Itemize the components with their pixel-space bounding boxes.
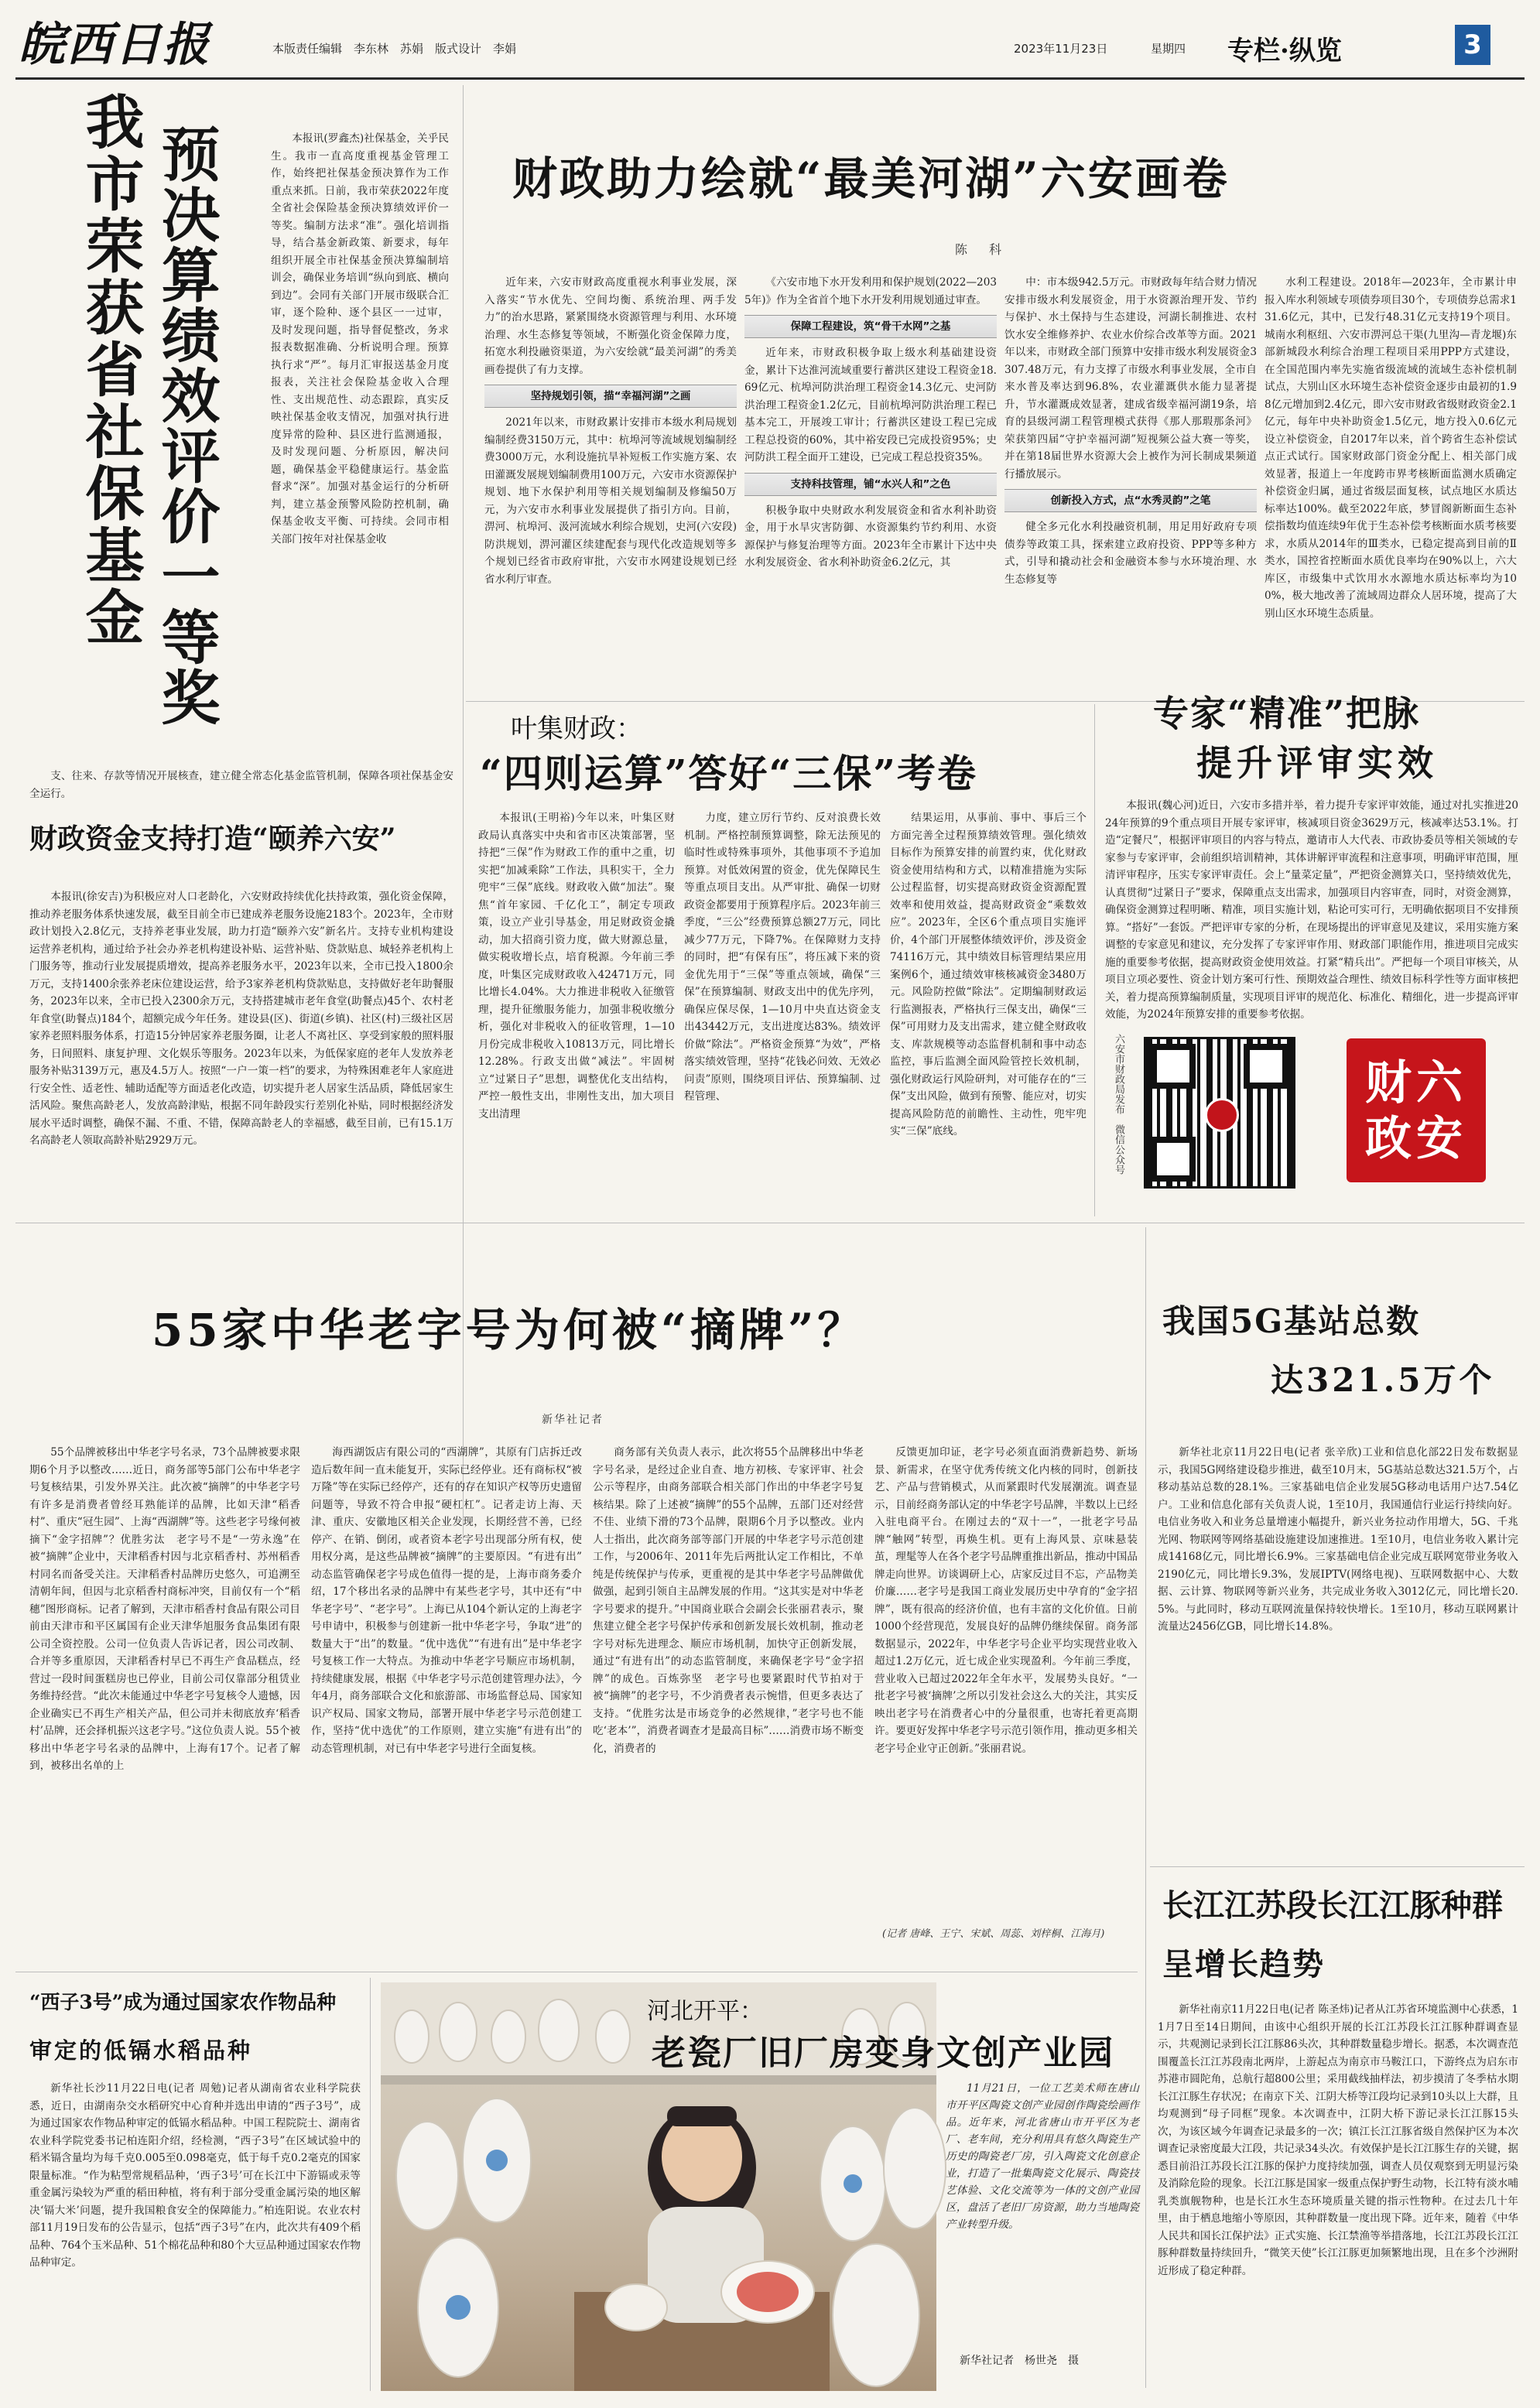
story-a-body-bottom: 支、往来、存款等情况开展核查，建立健全常态化基金监管机制，保障各项社保基金安全运行。 [29,770,453,800]
story-b-col1: 近年来，六安市财政高度重视水利事业发展，深入落实“节水优先、空间均衡、系统治理、两手发力”的治水思路，紧紧围绕水资源管理与利用、水环境治理、水生态修复等领域，不断强化资金保障力度，拓宽水利投融资渠道，为六安绘就“最美河湖”的秀美画卷提供了有力支撑。 坚持规划引领，描“幸福河湖”之画 2021年以来，市财政累计安排市本级水利局规划编制经费3150万元，其中：杭埠河等流域规划编制经费3000万元，水利设施抗旱补短板工作实施方案、农田灌溉发展规划编制费用100万元，六安市水资源保护规划、地下水保护利用等相关规划编制及修编50万元，为六安市水利事业发展提供了指引方向。目前，淠河、杭埠河、汲河流域水利综合规划，史河(六安段)防洪规划，淠河灌区续建配套与现代化改造规划等多个规划已经省市政府审批，六安市水网建设规划已经省水利厅审查。 [484,276,737,586]
story-d-body: 本报讯(魏心河)近日，六安市多措并举，着力提升专家评审效能，通过对扎实推进2024年预算的9个重点项目开展专家评审，核减项目资金3629万元，核减率达53.1%。打造“定餐尺”，根据评审项目的内容与特点，邀请市人大代表、市政协委员等相关领域的专家参与专家评审，会前组织培训精神，其体讲解评审流程和注意事项，明确评审范围，厘清评审程序，压实专家评审责任。会上“量菜定量”，严把资金测算关口，坚持绩效优先，认真贯彻“过紧日子”要求，保障重点支出需求，加强项目内容审查，同时，对资金测算，确保资金测算过程明晰、精准，项目实施计划，粘论可实可行，无明确依据项目不安排预算。“搭好”一套饭。严把评审专家的分析，在现场提出的评审意见及建议，采用实施方案调整的专家意见和建议，充分发挥了专家评审作用、财政部门职能作用，推进项目完成实施的重要参考依据，提高财政资金使用效益。打紧“精兵出”。严把每一个项目审核关，从项目立项必要性、资金计划方案可行性、预期效益合理性、绩效目标科学性等方面审核把关，着力提高预算编制质量，实现项目评审的规范化、标准化、精细化，进一步提高评审效能，为2024年预算安排的重要参考依据。 [1105,799,1518,1021]
divider [1145,1227,1146,2388]
section-name: 专栏·纵览 [1227,36,1342,67]
subhead: 坚持规划引领，描“幸福河湖”之画 [484,385,737,408]
story-c-col1: 本报讯(王明裕)今年以来，叶集区财政局认真落实中央和省市区决策部署，坚持把“三保”作为财政工作的重中之重，切实把“加减乘除”工作法，具积实干，全力兜牢“三保”底线。财政收入做“加法”。聚焦“首年家园、千亿化工”，制定专项政策，设立产业引导基金，用足财政资金撬动，加大招商引资力度，做大财源总量，做实税收增长点，培育税源。今年前三季度，叶集区完成财政收入42471万元，同比增长4.04%。大力推进非税收入征缴管理，提升征缴服务能力，加强非税收缴分析，强化对非税收入的征收管理，1—10月份完成非税收入10813万元，同比增长12.28%。行政支出做“减法”。牢固树立“过紧日子”思想，调整优化支出结构，严控一般性支出，非刚性支出，加大项目支出清理 [478,812,675,1120]
story-a-body: 本报讯(罗鑫杰)社保基金，关乎民生。我市一直高度重视基金管理工作，始终把社保基金预决算作为工作重点来抓。日前，我市荣获2022年度全省社会保险基金预决算绩效评价一等奖。编制方法求“准”。强化培训指导，结合基金新政策、新要求，每年组织开展全市社保基金预决算编制培训会，确保业务培训“纵向到底、横向到边”。会同有关部门开展市级联合汇审，逐个险种、逐个县区一一过审，及时发现问题，指导督促整改，务求报表数据准确、分析说明合理。预算执行求“严”。每月汇审报送基金月度报表，关注社会保险基金收入合理性、支出规范性、动态跟踪，真实反映社保基金收支情况，加强对执行进度异常的险种、县区进行监测通报，及时发现问题、分析原因，解决问题，确保基金平稳健康运行。基金监督求“深”。加强对基金运行的分析研判，建立基金预警风险防控机制，确保基金收支平衡、可持续。会同市相关部门按年对社保基金收 [271,132,449,546]
story-h-body: 新华社南京11月22日电(记者 陈圣炜)记者从江苏省环境监测中心获悉，11月7日至14日期间，由该中心组织开展的长江江苏段长江江豚种群调查显示，共观测记录到长江江豚86头次，其种群数量稳步增长。据悉，本次调查范围覆盖长江江苏段南北两岸，上游起点为南京市马鞍江口，下游终点为启东市苏港市圆陀角，总航行超800公里；采用截线抽样法，初步摸清了冬季枯水期长江江豚生存状况；在南京下关、江阴大桥等江段均记录到10头以上大群，且均观测到“母子同框”现象。本次调查中，江阴大桥下游记录长江江豚15头次，为该区域今年调查记录最多的一次；镇江长江江豚省级自然保护区为本次调查记录密度最大江段，共记录34头次。有效保护是长江江豚生存的关键，据悉目前沿江苏段长江江豚的保护力度持续加强，调查人员仅观察到无明显污染及消除危险的现象。长江江豚是国家一级重点保护野生动物，长江特有淡水哺乳类旗舰物种，也是长江水生态环境质量关键的指示性物种。在过去几十年里，由于栖息地缩小等原因，其种群数量一度出现下降。近年来，随着《中华人民共和国长江保护法》正式实施、长江禁渔等举措落地，长江江苏段长江江豚种群数量持续回升，“微笑天使”长江江豚更加频繁地出现，且在多个沙洲附近形成了稳定种群。 [1158,2003,1518,2277]
story-j-title: 老瓷厂旧厂房变身文创产业园 [652,2033,1114,2073]
story-c-title: “四则运算”答好“三保”考卷 [480,751,978,796]
divider [370,1978,371,2391]
subhead: 创新投入方式，点“水秀灵韵”之笔 [1004,489,1257,512]
subhead: 支持科技管理，铺“水兴人和”之色 [744,473,997,496]
story-c-col3: 结果运用，从事前、事中、事后三个方面完善全过程预算绩效管理。强化绩效目标作为预算安排的前置约束，优化财政资金使用结构和方式，以精准措施为实际公过程监督，切实提高财政资金资源配置效率和使用效益，提高财政资金“乘数效应”。2023年，全区6个重点项目实施评价，4个部门开展整体绩效评价，涉及资金74116万元，其中绩效目标管理结果应用案例6个，通过绩效审核核减资金3480万元。风险防控做“除法”。定期编制财政运行监测报表，严格执行三保支出，确保“三保”可用财力及支出需求，建立健全财政收支、库款规模等动态监督机制和事中动态监控，事后监测全面风险管控长效机制，强化财政运行风险研判，对可能存在的“三保”支出风险，做到有预警、能应对，切实提高风险防范的前瞻性、主动性，兜牢兜实“三保”底线。 [890,812,1087,1137]
qr-finder [1244,1044,1288,1089]
page-number: 3 [1455,25,1490,65]
story-g-title-line1: 我国5G基站总数 [1162,1302,1421,1340]
story-d-title-line1: 专家“精准”把脉 [1153,693,1420,734]
story-j-kicker: 河北开平： [647,1998,763,2025]
finance-seal [1347,1038,1486,1182]
issue-date: 2023年11月23日 [1014,42,1108,56]
qr-caption: 六安市财政局发布 微信公众号 [1113,1034,1124,1175]
story-i-title-line1: “西子3号”成为通过国家农作物品种 [29,1991,337,2013]
divider [1150,1866,1525,1867]
story-c-col2: 力度，建立厉行节约、反对浪费长效机制。严格控制预算调整，除无法预见的临时性或特殊事项外，其他事项不予追加预算。对低效闲置的资金，优先保障民生等重点项目支出。从严审批、确保一切财政资金都要用于预算程序后。2023年前三季度，“三公”经费预算总额27万元，同比减少77万元，下降7%。在保障财力支持的同时，把“有保有压”，将压减下来的资金优先用于“三保”等重点领域，确保“三保”在预算编制、财政支出中的优先序列，确保应保尽保，1—10月中央直达资金支出43442万元，支出进度达83%。绩效评价做“除法”。严格资金预算“为效”，严格落实绩效管理，坚持“花钱必问效、无效必问责”原则，围绕项目评估、预算编制、过程管理、 [684,812,881,1103]
story-b-col4: 水利工程建设。2018年—2023年，全市累计申报入库水利领域专项债券项目30个，专项债券总需求131.6亿元，其中，已发行48.31亿元支持19个项目。城南水利枢纽、六安市淠河总干渠(九里沟—青龙堰)东部新城段水利综合治理工程项目采用PPP方式建设，在全国范围内率先实施省级流域的流域生态补偿机制试点，大别山区水环境生态补偿资金逐步由最初的1.98亿元增加到2.4亿元，即六安市财政省级财政资金2.1亿元，每年中央补助资金1.5亿元，地方投入0.6亿元设立补偿资金，自2017年以来，首个跨省生态补偿试点正式试行。国家财政部门资金分配上、相关部门成效显著，报道上一年度跨市界考核断面监测水质确定补偿资金归属，通过省级层面复核，试点地区水质达标率达100%。截至2022年底，梦冒阁新断面生态补偿指数均值连续9年优于生态补偿考核断面水质考核要求，水质从2014年的Ⅲ类水，已稳定提高到目前的Ⅱ类水，国控省控断面水质优良率均在90%以上，六大库区，市级集中式饮用水水源地水质达标率均为100%，极大地改善了流域周边群众人居环境，提高了大别山区水环境生态质量。 [1265,276,1517,620]
story-f-title: 55家中华老字号为何被“摘牌”？ [152,1304,867,1356]
qr-center-logo [1205,1098,1239,1132]
story-f-col3: 商务部有关负责人表示，此次将55个品牌移出中华老字号名录，是经过企业自查、地方初核、专家评审、社会公示等程序，由商务部联合相关部门作出的中华老字号复核结果。除了上述被“摘牌”的55个品牌，五部门还对经营不佳、业绩下滑的73个品牌，限期6个月予以整改。业内人士指出，此次商务部等部门开展的中华老字号示范创建工作，与2006年、2011年先后两批认定工作相比，不单纯是传统保护与传承，更重视的是其中华老字号品牌做优做强，起到引领自主品牌发展的作用。“这其实是对中华老字号要求的提升。”中国商业联合会副会长张丽君表示，聚焦建立健全老字号保护传承和创新发展长效机制，推动老字号对标先进理念、顺应市场机制，加快守正创新发展，通过“有进有出”的动态监管制度，来确保老字号“金字招牌”的成色。百炼弥坚 老字号也要紧跟时代节拍对于被“摘牌”的老字号，不少消费者表示惋惜，但更多表达了支持。“优胜劣汰是市场竞争的必然规律，”老字号也不能吃‘老本’”，消费者调查才是最高目标”……消费市场不断变化，消费者的 [593,1446,864,1755]
issue-weekday: 星期四 [1151,42,1186,56]
story-f-col4: 反馈更加印证，老字号必须直面消费新趋势、新场景、新需求，在坚守优秀传统文化内核的同时，创新技艺、产品与营销模式，从而紧跟时代发展潮流。调查显示，目前经商务部认定的中华老字号品牌，半数以上已经入驻电商平台。在刚过去的“双十一”，一批老字号品牌“触网”转型，再焕生机。更有上海风景、京味悬装茧，理髦等人在各个老字号品牌重推出新品，推动中国品牌走向世界。访谈调研上心，店家反过目不忘，产品物美价廉……老字号是我国工商业发展历史中孕育的“金字招牌”，既有很高的经济价值，也有丰富的文化价值。日前1000个经营现范，发展良好的品牌仍继续保留。商务部数据显示，2022年，中华老字号企业平均实现营业收入超过1.2万亿元，近七成企业实现盈利。今年前三季度，营业收入已超过2022年全年水平，发展势头良好。“一批老字号被‘摘牌’之所以引发社会这么大的关注，其实反映出老字号在消费者心中的分量很重，也寄托着更高期许。要更好发挥中华老字号示范引领作用，推动更多相关老字号企业守正创新。”张丽君说。 [874,1446,1138,1755]
story-h-title-line1: 长江江苏段长江江豚种群 [1162,1887,1503,1924]
story-b-col3: 中：市本级942.5万元。市财政每年结合财力情况安排市级水利发展资金，用于水资源治理开发、节约与保护、水土保持与生态建设，河湖长制推进、农村饮水安全维修养护、农业水价综合改革等方面。2021年以来，市财政全部门预算中安排市级水利发展资金3307.48万元，有力支撑了市级水利事业发展，全市自来水普及率达到96.8%，农业灌溉供水能力显著提升，节水灌溉成效显著，建成省级幸福河湖19条，培育的县级河湖工程管理模式获得《那人那瑕那条河》荣获第四届“守护幸福河湖”短视频公益大赛一等奖，并在第18届世界水资源大会上被作为河长制成果频道行播放展示。 创新投入方式，点“水秀灵韵”之笔 健全多元化水利投融资机制，用足用好政府专项债券等政策工具，探索建立政府投资、PPP等多种方式，引导和撬动社会和金融资本参与水环境治理、水生态修复等 [1004,276,1257,586]
newspaper-logo: 皖西日报 [19,18,210,72]
story-i-title-line2: 审定的低镉水稻品种 [29,2037,253,2064]
divider [1094,704,1095,1216]
story-f-col1: 55个品牌被移出中华老字号名录，73个品牌被要求限期6个月予以整改……近日，商务部等5部门公布中华老字号复核结果，引发外界关注。此次被“摘牌”的中华老字号有许多是消费者曾经耳熟能详的品牌，比如天津“稻香村”、重庆“冠生园”、上海“西湖牌”等。这些老字号缘何被摘下“金字招牌”？优胜劣汰 老字号不是“一劳永逸”在被“摘牌”企业中，天津稻香村因与北京稻香村、苏州稻香村同名而备受关注。天津稻香村品牌历史悠久，可追溯至清朝年间，但因与北京稻香村商标冲突，目前仅有一个“稻穗”图形商标。记者了解到，天津市稻香村食品有限公司目前由天津市和平区属国有企业天津华旭服务食品集团有限公司全资控股。公司一位负责人告诉记者，因公司改制、合并等多重原因，天津稻香村早已不再生产食品糕点，经营过一段时间蛋糕房也已停业，目前公司仅靠部分租赁业务维持经营。“此次未能通过中华老字号复核令人遗憾，因企业确实已不再生产相关产品，但公司并未彻底放弃‘稻香村’品牌，还会择机振兴这老字号。”这位负责人说。55个被移出中华老字号名录的品牌中，上海有17个。记者了解到，被移出名单的上 [29,1446,300,1772]
qr-code [1144,1037,1295,1189]
story-a-title-col2: 预决算绩效评价一等奖 [152,124,221,727]
story-b-col2: 《六安市地下水开发利用和保护规划(2022—2035年)》作为全省首个地下水开发利用规划通过审查。 保障工程建设，筑“骨干水网”之基 近年来，市财政积极争取上级水利基础建设资金，累计下达淮河流域重要行蓄洪区建设工程资金18.69亿元、杭埠河防洪治理工程资金14.3亿元、史河防洪治理工程资金1.2亿元，目前杭埠河防洪治理工程已基本完工，开展竣工审计；行蓄洪区建设工程已完成工程总投资的60%，其中裕安段已完成投资95%；史河防洪工程全面开工建设，已完成工程总投资35%。 支持科技管理，铺“水兴人和”之色 积极争取中央财政水利发展资金和省水利补助资金，用于水旱灾害防御、水资源集约节约利用、水资源保护与修复治理等方面。2023年全市累计下达中央水利发展资金、省水利补助资金6.2亿元，其 [744,276,997,569]
story-f-col2: 海西湖饭店有限公司的“西湖牌”，其原有门店拆迁改造后数年间一直未能复开，实际已经停业。还有商标权“被万隆”等在实际已经停产，还有的存在知识产权等历史遗留问题等，导致不符合申报“硬杠杠”。记者走访上海、天津、重庆、安徽地区相关企业发现，长期经营不善，已经停产、在销、倒闭，或者资本老字号出现部分所有权，使用权分离，是这些品牌被“摘牌”的主要原因。“有进有出” 动态监管确保老字号成色值得一提的是，上海市商务委介绍，17个移出名录的品牌中有某些老字号，其中还有“中华老字号”、“老字号”。上海已从104个新认定的上海老字号申请中，积极参与创建新一批中华老字号，争取“进”的数量大于“出”的数量。“优中选优”“有进有出”是中华老字号复核工作一大特点。为推动中华老字号顺应市场机制，持续健康发展，根据《中华老字号示范创建管理办法》，今年4月，商务部联合文化和旅游部、市场监督总局、国家知识产权局、国家文物局，部署开展中华老字号示范创建工作，坚持“优中选优”的工作原则，建立实施“有进有出”的动态管理机制，对已有中华老字号进行全面复核。 [311,1446,593,1755]
story-e-body: 本报讯(徐安吉)为积极应对人口老龄化，六安财政持续优化扶持政策，强化资金保障，推动养老服务体系快速发展，截至目前全市已建成养老服务设施2183个。2023年，全市财政计划投入2.8亿元，支持养老事业发展，助力打造“颐养六安”新名片。支持专业机构建设运营养老机构，通过给予社会办养老机构建设补贴、运营补贴、贷款贴息、城轻养老机构上门服务等，推动行业发展提质增效，提高养老服务水平，2023年以来，全市已投入1800余万元，支持1400余张养老床位建设运营，给予3家养老机构贷款贴息，支持做好老年助餐服务，2023年以来，全市已投入2300余万元，支持搭建城市老年食堂(助餐点)45个、农村老年食堂(助餐点)184个，超额完成今年任务。建设县(区)、街道(乡镇)、社区(村)三级社区居家养老照料服务体系，打造15分钟居家养老服务圈，让老人不离社区、享受到家般的照料服务，日间照料、康复护理、文化娱乐等服务。2023年以来，为低保家庭的老年人发放养老服务补贴3139万元，惠及4.5万人。按照“一户一策一档”的要求，为特殊困难老年人家庭进行安全性、适老性、辅助适配等方面适老化改造，切实提升老人居家生活品质，降低居家生活风险。聚焦高龄老人，发放高龄津贴，根据不同年龄段实行差别化补贴，同时根据经济发展水平适时调整，确保不漏、不重、不错，保障高龄老人的幸福感，截至目前，已有15.1万名高龄老人领取高龄补贴2929万元。 [29,891,453,1147]
story-j-caption: 11月21日，一位工艺美术师在唐山市开平区陶瓷文创产业园创作陶瓷绘画作品。近年来，河北省唐山市开平区为老厂、老车间，充分利用具有悠久陶瓷生产历史的陶瓷老厂房，引入陶瓷文化创意企业，打造了一批集陶瓷文化展示、陶瓷技艺体验、文化交流等为一体的文创产业园区，盘活了老旧厂房资源，助力当地陶瓷产业转型升级。 [946,2082,1139,2231]
subhead: 保障工程建设，筑“骨干水网”之基 [744,315,997,338]
story-f-byline: 新华社记者 [542,1414,604,1426]
story-h-title-line2: 呈增长趋势 [1162,1946,1325,1982]
story-b-byline: 陈 科 [955,242,1007,257]
story-f-credit: (记者 唐峰、王宁、宋斌、周蕊、刘梓桐、江海月) [882,1928,1105,1940]
masthead-rule [15,77,1525,80]
qr-finder [1151,1044,1196,1089]
qr-finder [1151,1137,1196,1182]
story-e-title: 财政资金支持打造“颐养六安” [29,823,396,855]
story-g-body: 新华社北京11月22日电(记者 张辛欣)工业和信息化部22日发布数据显示，我国5G网络建设稳步推进，截至10月末，5G基站总数达321.5万个，占移动基站总数的28.1%。三家基础电信企业发展5G移动电话用户达7.54亿户。工业和信息化部有关负责人说，1至10月，我国通信行业运行持续向好。电信业务收入和业务总量增速小幅提升，新兴业务拉动作用增大，5G、千兆光网、物联网等网络基础设施建设加速推进。1至10月，电信业务收入累计完成14168亿元，同比增长6.9%。三家基础电信企业完成互联网宽带业务收入2190亿元，同比增长9.3%，发展IPTV(网络电视)、互联网数据中心、大数据、云计算、物联网等新兴业务，共完成业务收入3012亿元，同比增长20.5%。与此同时，移动互联网流量保持较快增长。1至10月，移动互联网累计流量达2456亿GB，同比增长14.8%。 [1158,1446,1518,1633]
story-g-title-line2: 达321.5万个 [1271,1361,1495,1399]
page-credits: 本版责任编辑 李东林 苏娟 版式设计 李娟 [272,42,517,56]
story-a-title-col1: 我市荣获省社保基金 [76,91,145,648]
story-d-title-line2: 提升评审实效 [1196,742,1438,784]
story-j-photo-credit: 新华社记者 杨世尧 摄 [960,2355,1079,2367]
story-b-title: 财政助力绘就“最美河湖”六安画卷 [512,152,1230,205]
seal-lettering: 财六 政安 [1365,1056,1467,1166]
story-c-kicker: 叶集财政： [511,713,642,744]
story-i-body: 新华社长沙11月22日电(记者 周勉)记者从湖南省农业科学院获悉，近日，由湖南杂交水稻研究中心育种并选出申请的“西子3号”，成为通过国家农作物品种审定的低镉水稻品种。中国工程院院士、湖南省农业科学院党委书记柏连阳介绍，经检测，“西子3号”在区域试验中的稻米镉含量均为每千克0.005至0.098毫克，低于每千克0.2毫克的国家限量标准。“作为粘型常规稻品种，‘西子3号’可在长江中下游镉或汞等重金属污染较为严重的稻田种植，将有利于部分受重金属污染的地区解决‘镉大米’问题，提升我国粮食安全的保障能力。”柏连阳说。农业农村部11月19日发布的公告显示，包括“西子3号”在内，此次共有409个稻品种、764个玉米品种、51个棉花品种和80个大豆品种通过国家农作物品种审定。 [29,2082,361,2269]
